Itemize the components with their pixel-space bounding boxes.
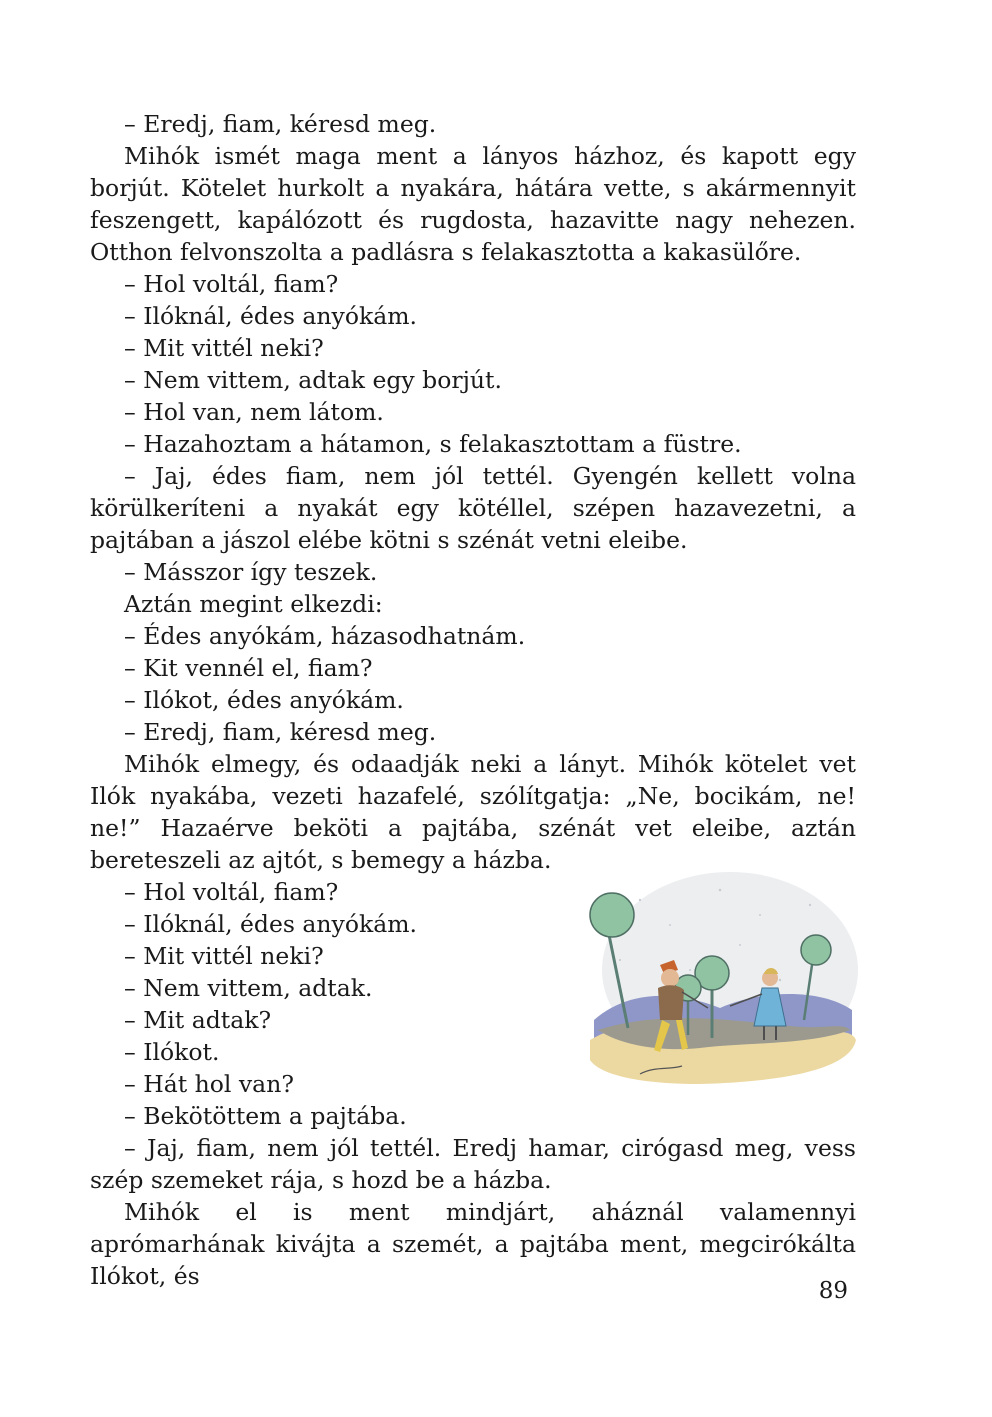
paragraph: – Édes anyókám, házasodhatnám. [124,622,526,650]
page-number: 89 [818,1278,848,1304]
paragraph: – Ilóknál, édes anyókám. [124,302,417,330]
paragraph: – Hát hol van? [124,1070,294,1098]
paragraph: – Jaj, fiam, nem jól tettél. Eredj hamar, cirógasd meg, vess szép szemeket rája, s hozd be a házba. [90,1134,856,1194]
paragraph: – Mit vittél neki? [124,942,324,970]
paragraph: – Hol van, nem látom. [124,398,384,426]
story-illustration [580,870,858,1098]
paragraph: – Mit adtak? [124,1006,272,1034]
paragraph: Aztán megint elkezdi: [124,590,383,618]
paragraph: – Mit vittél neki? [124,334,324,362]
paragraph: – Eredj, fiam, kéresd meg. [124,718,437,746]
paragraph: – Ilókot, édes anyókám. [124,686,404,714]
paragraph: – Bekötöttem a pajtába. [124,1102,407,1130]
paragraph: – Hol voltál, fiam? [124,878,339,906]
page-text [90,108,856,1292]
paragraph: – Nem vittem, adtak egy borjút. [124,366,502,394]
paragraph: – Nem vittem, adtak. [124,974,373,1002]
paragraph: Mihók el is ment mindjárt, aháznál valamennyi aprómarhának kivájta a szemét, a pajtába ment, megcirókálta Ilókot, és [90,1198,856,1290]
paragraph: – Kit vennél el, fiam? [124,654,373,682]
paragraph: – Hazahoztam a hátamon, s felakasztottam a füstre. [124,430,742,458]
paragraph: – Hol voltál, fiam? [124,270,339,298]
paragraph: Mihók elmegy, és odaadják neki a lányt. Mihók kötelet vet Ilók nyakába, vezeti hazafelé, szólítgatja: „Ne, bocikám, ne! ne!” Hazaérve beköti a pajtába, szénát vet eleibe, aztán bereteszeli az ajtót, s bemegy a házba. [90,750,856,874]
paragraph: – Jaj, édes fiam, nem jól tettél. Gyengén kellett volna körülkeríteni a nyakát egy kötéllel, szépen hazavezetni, a pajtában a jászol elébe kötni s szénát vetni eleibe. [90,462,856,554]
paragraph: – Ilóknál, édes anyókám. [124,910,417,938]
paragraph: – Ilókot. [124,1038,220,1066]
paragraph: – Eredj, fiam, kéresd meg. [124,110,437,138]
paragraph: – Másszor így teszek. [124,558,378,586]
paragraph: Mihók ismét maga ment a lányos házhoz, és kapott egy borjút. Kötelet hurkolt a nyakára, hátára vette, s akármennyit feszengett, kapálózott és rugdosta, hazavitte nagy nehezen. Otthon felvonszolta a padlásra s felakasztotta a kakasülőre. [90,142,856,266]
